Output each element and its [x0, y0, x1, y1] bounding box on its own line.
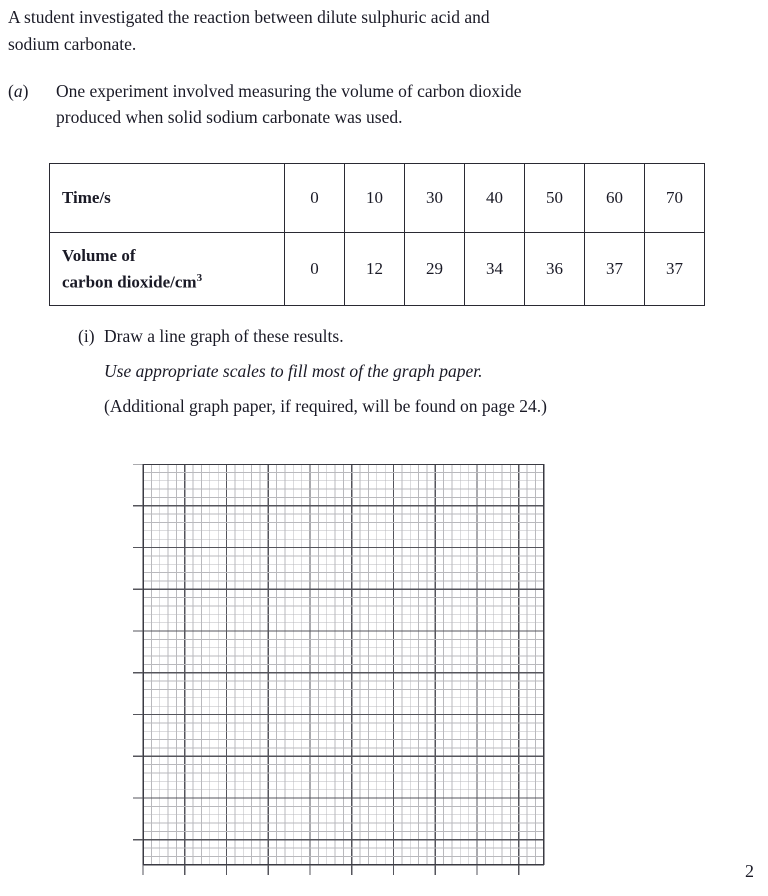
- table-cell-volume-2: 29: [405, 233, 465, 306]
- table-cell-volume-3: 34: [465, 233, 525, 306]
- part-a-paren-close: ): [22, 81, 29, 101]
- table-cell-time-6: 70: [645, 164, 705, 233]
- table-cell-volume-5: 37: [585, 233, 645, 306]
- question-part-a: [8, 78, 748, 130]
- table-row-time: [50, 164, 705, 233]
- table-cell-volume-6: 37: [645, 233, 705, 306]
- table-cell-time-1: 10: [345, 164, 405, 233]
- table-cell-volume-1: 12: [345, 233, 405, 306]
- row-header-time: Time/s: [50, 164, 285, 233]
- table-cell-time-0: 0: [285, 164, 345, 233]
- part-a-body: [56, 78, 748, 130]
- page-number: 2: [745, 861, 754, 881]
- sub-question-i-instruction: Draw a line graph of these results.: [104, 326, 344, 346]
- part-a-text-line-2: produced when solid sodium carbonate was used.: [56, 107, 403, 127]
- graph-paper[interactable]: [133, 464, 558, 889]
- part-a-paren-open: (: [8, 81, 14, 101]
- sub-question-i-marker: (i): [78, 326, 95, 346]
- table-cell-volume-0: 0: [285, 233, 345, 306]
- table-cell-time-2: 30: [405, 164, 465, 233]
- table-row-volume: [50, 233, 705, 306]
- row-header-volume-superscript: 3: [196, 271, 203, 284]
- row-header-volume-line-2: [62, 267, 284, 294]
- part-a-marker: [8, 78, 48, 104]
- intro-line-2: sodium carbonate.: [8, 34, 137, 54]
- part-a-letter: a: [13, 81, 23, 101]
- sub-question-i-italic-note: Use appropriate scales to fill most of the graph paper.: [104, 361, 483, 381]
- results-table: [49, 163, 705, 306]
- row-header-volume: [50, 233, 285, 306]
- table-cell-time-3: 40: [465, 164, 525, 233]
- table-cell-time-5: 60: [585, 164, 645, 233]
- row-header-volume-line-1: Volume of: [62, 245, 136, 265]
- sub-question-i-additional-note: (Additional graph paper, if required, will be found on page 24.): [104, 396, 547, 416]
- intro-line-1: A student investigated the reaction between dilute sulphuric acid and: [8, 7, 490, 27]
- table-cell-volume-4: 36: [525, 233, 585, 306]
- part-a-text-line-1: One experiment involved measuring the volume of carbon dioxide: [56, 81, 522, 101]
- intro-paragraph: [8, 4, 760, 58]
- question-part-a-i: [78, 325, 738, 417]
- table-cell-time-4: 50: [525, 164, 585, 233]
- row-header-volume-text: carbon dioxide/cm: [62, 272, 197, 292]
